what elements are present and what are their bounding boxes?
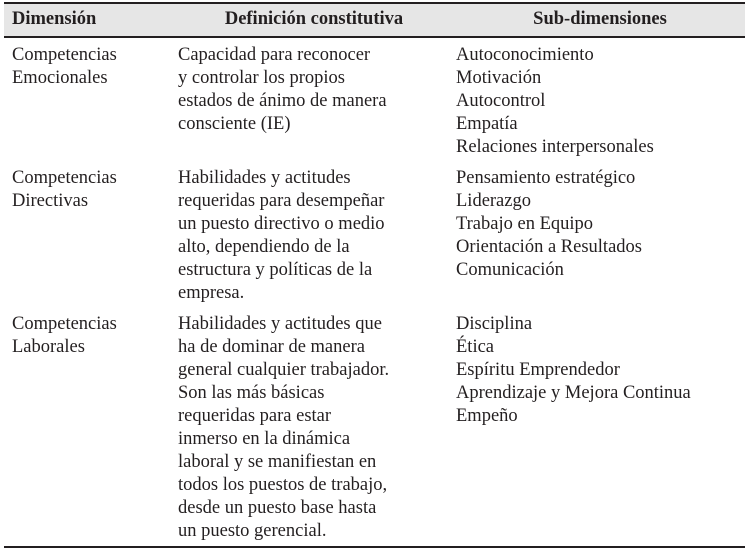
definition-line: un puesto directivo o medio	[178, 214, 385, 234]
definition-line: desde un puesto base hasta	[178, 498, 377, 518]
definition-cell	[173, 37, 455, 166]
dimension-line: Competencias	[12, 168, 117, 188]
table-row	[4, 166, 745, 313]
subdimensions-cell	[455, 313, 745, 547]
definition-line: Son las más básicas	[178, 383, 325, 403]
competencies-table	[4, 2, 745, 548]
definition-cell	[173, 166, 455, 313]
definition-line: estados de ánimo de manera	[178, 91, 387, 111]
definition-line: un puesto gerencial.	[178, 521, 327, 541]
table-header	[4, 3, 745, 37]
definition-line: inmerso en la dinámica	[178, 429, 351, 449]
dimension-cell	[4, 313, 173, 547]
definition-line: general cualquier trabajador.	[178, 360, 390, 380]
subdimension-item: Trabajo en Equipo	[456, 214, 594, 234]
subdimension-item: Ética	[456, 337, 495, 357]
definition-line: alto, dependiendo de la	[178, 237, 350, 257]
definition-line: laboral y se manifiestan en	[178, 452, 377, 472]
dimension-cell	[4, 37, 173, 166]
dimension-cell	[4, 166, 173, 313]
subdimension-item: Relaciones interpersonales	[456, 137, 654, 157]
subdimension-item: Empeño	[456, 406, 518, 426]
subdimension-item: Orientación a Resultados	[456, 237, 642, 257]
header-definition: Definición constitutiva	[173, 3, 455, 37]
subdimension-item: Pensamiento estratégico	[456, 168, 636, 188]
definition-line: todos los puestos de trabajo,	[178, 475, 388, 495]
dimension-line: Directivas	[12, 191, 89, 211]
definition-line: Habilidades y actitudes	[178, 168, 351, 188]
definition-line: y controlar los propios	[178, 68, 345, 88]
header-subdimensions: Sub-dimensiones	[455, 3, 745, 37]
subdimension-item: Empatía	[456, 114, 518, 134]
subdimension-item: Espíritu Emprendedor	[456, 360, 620, 380]
dimension-line: Laborales	[12, 337, 85, 357]
table-row	[4, 37, 745, 166]
definition-line: estructura y políticas de la	[178, 260, 373, 280]
definition-cell	[173, 313, 455, 547]
subdimension-item: Comunicación	[456, 260, 564, 280]
table-body	[4, 37, 745, 547]
subdimension-item: Liderazgo	[456, 191, 531, 211]
definition-line: ha de dominar de manera	[178, 337, 365, 357]
definition-line: requeridas para desempeñar	[178, 191, 385, 211]
dimension-line: Competencias	[12, 314, 117, 334]
dimension-line: Competencias	[12, 45, 117, 65]
definition-line: Capacidad para reconocer	[178, 45, 371, 65]
header-row	[4, 3, 745, 37]
definition-line: Habilidades y actitudes que	[178, 314, 382, 334]
subdimension-item: Disciplina	[456, 314, 533, 334]
header-dimension: Dimensión	[4, 3, 173, 37]
subdimension-item: Autocontrol	[456, 91, 546, 111]
definition-line: requeridas para estar	[178, 406, 332, 426]
table-row	[4, 313, 745, 547]
subdimensions-cell	[455, 37, 745, 166]
subdimension-item: Motivación	[456, 68, 542, 88]
definition-line: empresa.	[178, 283, 245, 303]
subdimension-item: Aprendizaje y Mejora Continua	[456, 383, 691, 403]
subdimensions-cell	[455, 166, 745, 313]
subdimension-item: Autoconocimiento	[456, 45, 594, 65]
dimension-line: Emocionales	[12, 68, 108, 88]
definition-line: consciente (IE)	[178, 114, 291, 134]
